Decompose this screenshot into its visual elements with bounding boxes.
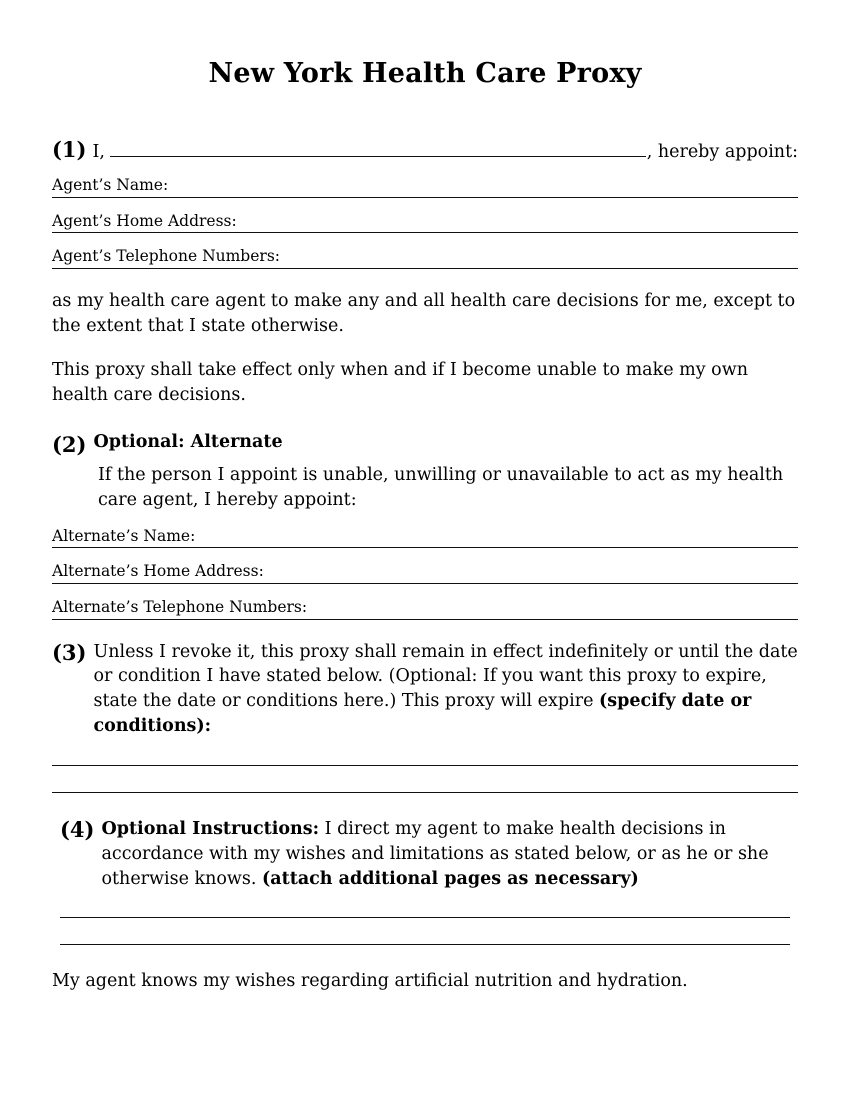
instructions-row (60, 817, 798, 892)
section-1 (52, 137, 798, 408)
item-number-4: (4) (60, 816, 95, 842)
instructions-answer-line-1[interactable] (60, 917, 790, 918)
appointment-prefix: I, (92, 142, 105, 162)
alternate-heading: Optional: Alternate (93, 432, 283, 453)
agent-telephone-field[interactable] (52, 247, 798, 269)
expiration-paragraph (93, 640, 798, 739)
agent-name-label: Agent’s Name: (52, 176, 169, 194)
alternate-name-label: Alternate’s Name: (52, 526, 196, 545)
item-number-2: (2) (52, 432, 87, 458)
spacer (52, 89, 798, 117)
spacer (52, 620, 798, 640)
section-4 (52, 817, 798, 946)
nutrition-hydration-paragraph: My agent knows my wishes regarding artificial nutrition and hydration. (52, 971, 688, 992)
item-number-1: (1) (52, 137, 87, 162)
alternate-address-field[interactable] (52, 562, 798, 584)
section-2 (52, 432, 798, 619)
spacer (52, 945, 798, 969)
agent-address-label: Agent’s Home Address: (52, 211, 237, 230)
section-3 (52, 640, 798, 793)
spacer (52, 117, 798, 137)
spacer (52, 269, 798, 289)
item-number-3: (3) (52, 639, 87, 665)
expiration-answer-line-1[interactable] (52, 765, 798, 766)
alternate-heading-row (52, 432, 798, 459)
appointment-suffix: , hereby appoint: (646, 142, 798, 162)
agent-address-field[interactable] (52, 212, 798, 234)
expiration-answer-lines (52, 765, 798, 793)
alternate-name-field[interactable] (52, 527, 798, 549)
page-title: New York Health Care Proxy (208, 58, 642, 89)
alternate-address-label: Alternate’s Home Address: (52, 562, 264, 581)
agent-authority-paragraph: as my health care agent to make any and all health care decisions for me, except to the extent that I state otherwise. (52, 290, 796, 336)
spacer (52, 793, 798, 817)
instructions-paragraph (101, 817, 798, 892)
alternate-paragraph: If the person I appoint is unable, unwilling or unavailable to act as my health care agent, I hereby appoint: (98, 465, 784, 510)
expiration-row (52, 640, 798, 739)
proxy-effect-paragraph: This proxy shall take effect only when and if I become unable to make my own health care decisions. (52, 360, 748, 406)
instructions-heading: Optional Instructions: (101, 818, 320, 839)
instructions-bold-text: (attach additional pages as necessary) (262, 868, 639, 889)
alternate-telephone-label: Alternate’s Telephone Numbers: (52, 597, 308, 616)
instructions-answer-lines (60, 917, 798, 945)
appointment-line (52, 137, 798, 162)
alternate-telephone-field[interactable] (52, 598, 798, 620)
spacer (52, 338, 798, 358)
agent-telephone-label: Agent’s Telephone Numbers: (52, 247, 280, 266)
instructions-text: I direct my agent to make health decisions in accordance with my wishes and limitations as stated below, or as he or she otherwise knows. (101, 818, 769, 889)
name-blank-input[interactable] (110, 156, 646, 157)
spacer (52, 408, 798, 432)
agent-name-field[interactable] (52, 176, 798, 198)
expiration-bold-text: (specify date or conditions): (93, 691, 752, 737)
expiration-text: Unless I revoke it, this proxy shall remain in effect indefinitely or until the date or condition I have stated below. (Optional: If you want this proxy to expire, state the date or conditions here.) This proxy will expire (93, 641, 798, 712)
